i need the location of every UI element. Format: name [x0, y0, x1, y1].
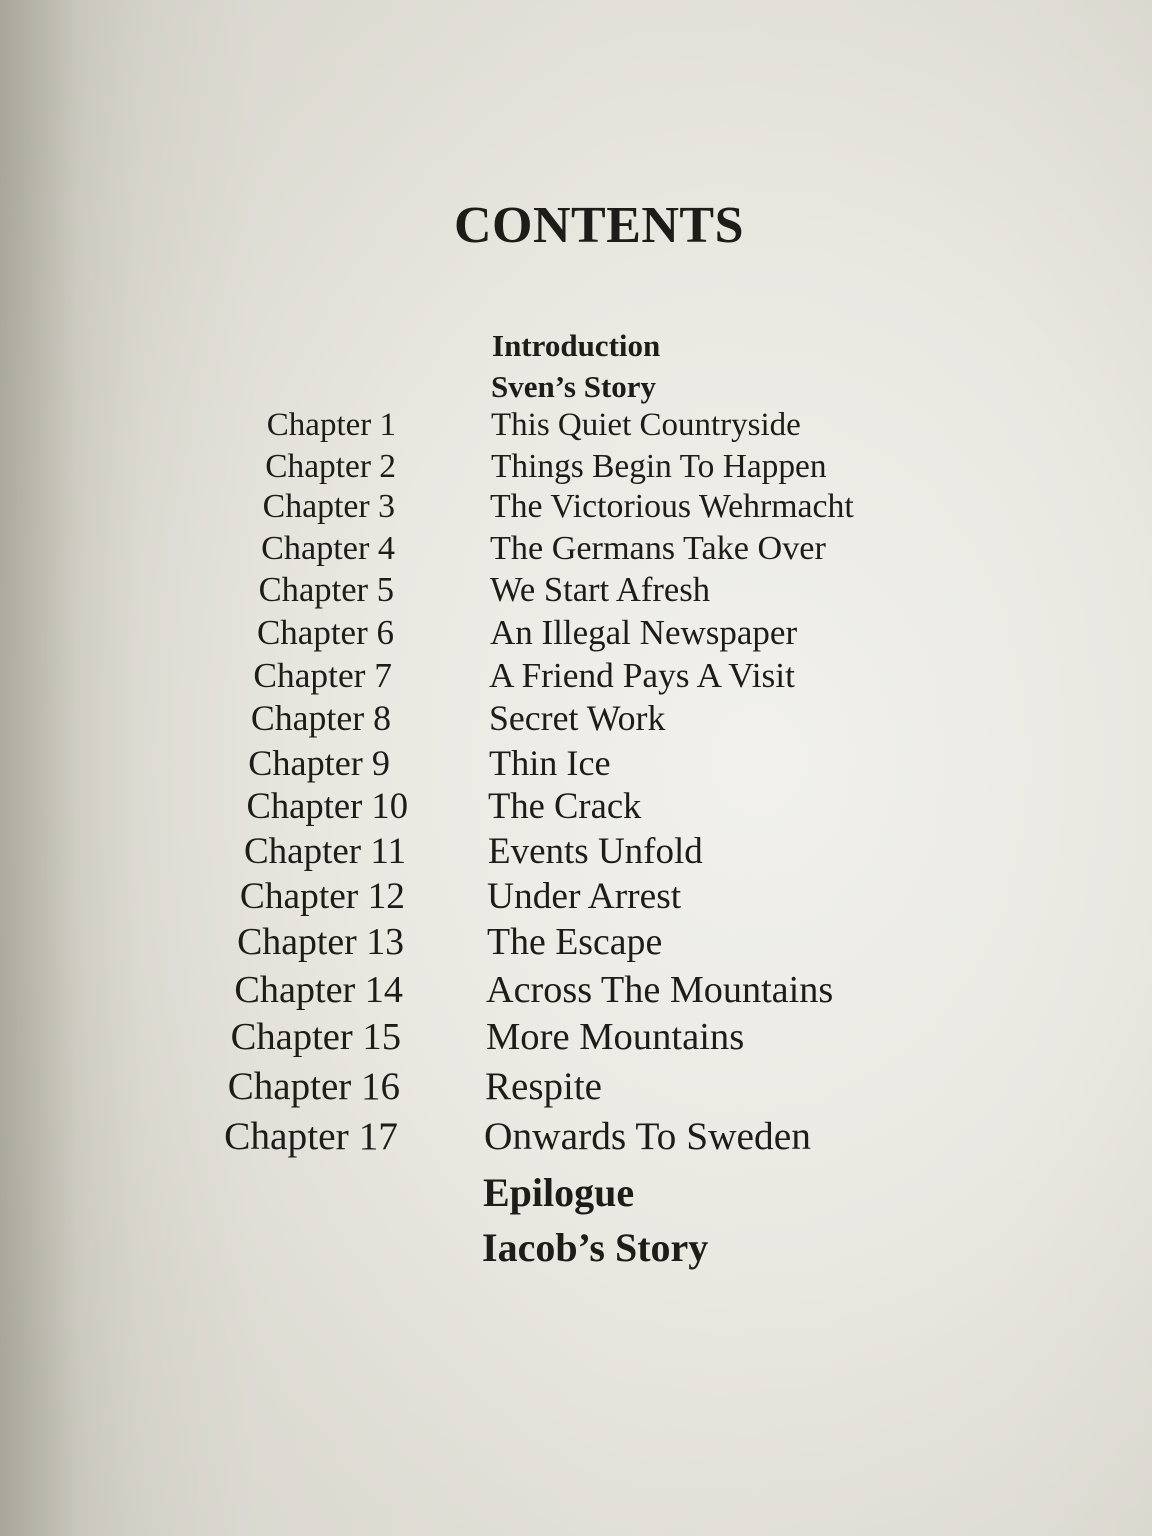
- chapter-entry: [0, 698, 1152, 739]
- chapter-entry: [0, 1016, 1152, 1059]
- chapter-title: This Quiet Countryside: [491, 407, 801, 443]
- chapter-title: Onwards To Sweden: [484, 1113, 811, 1158]
- chapter-number: Chapter 9: [248, 742, 390, 783]
- entry-title: Iacob’s Story: [482, 1225, 709, 1270]
- chapter-number: Chapter 8: [250, 698, 391, 739]
- chapter-entry: [0, 1113, 1152, 1158]
- chapter-title: Under Arrest: [487, 875, 682, 917]
- chapter-number: Chapter 3: [262, 488, 395, 526]
- chapter-number: Chapter 15: [230, 1016, 401, 1059]
- chapter-title: Across The Mountains: [486, 968, 834, 1011]
- chapter-title: A Friend Pays A Visit: [489, 654, 795, 695]
- back-matter-entry: [0, 1225, 1152, 1270]
- chapter-title: Respite: [485, 1065, 602, 1108]
- chapter-number: Chapter 14: [234, 968, 403, 1011]
- chapter-entry: [0, 488, 1152, 526]
- entry-title: Introduction: [492, 328, 661, 363]
- chapter-entry: [0, 831, 1152, 872]
- chapter-title: Secret Work: [489, 698, 666, 739]
- chapter-title: The Germans Take Over: [490, 529, 826, 567]
- chapter-number: Chapter 17: [224, 1113, 398, 1158]
- chapter-entry: [0, 742, 1152, 783]
- chapter-number: Chapter 7: [253, 654, 392, 695]
- chapter-title: The Crack: [488, 785, 642, 827]
- chapter-entry: [0, 613, 1152, 652]
- chapter-entry: [0, 407, 1152, 443]
- chapter-entry: [0, 785, 1152, 827]
- entry-title: Epilogue: [483, 1170, 635, 1215]
- chapter-title: The Escape: [487, 921, 663, 964]
- chapter-number: Chapter 2: [265, 447, 396, 485]
- chapter-title: Events Unfold: [488, 831, 703, 872]
- back-matter-entry: [0, 1170, 1152, 1215]
- chapter-entry: [0, 529, 1152, 567]
- chapter-title: More Mountains: [486, 1016, 745, 1059]
- chapter-number: Chapter 6: [256, 613, 394, 652]
- chapter-number: Chapter 16: [227, 1065, 400, 1108]
- chapter-entry: [0, 968, 1152, 1011]
- chapter-title: Thin Ice: [489, 742, 611, 783]
- entry-title: Sven’s Story: [491, 369, 657, 404]
- chapter-number: Chapter 1: [266, 407, 396, 443]
- front-matter-entry: [0, 328, 1152, 363]
- front-matter-entry: [0, 369, 1152, 404]
- chapter-number: Chapter 4: [261, 529, 395, 567]
- chapter-entry: [0, 875, 1152, 917]
- chapter-entry: [0, 654, 1152, 695]
- contents-heading: CONTENTS: [453, 197, 745, 254]
- chapter-number: Chapter 13: [237, 921, 404, 964]
- chapter-number: Chapter 10: [246, 785, 408, 827]
- chapter-title: Things Begin To Happen: [491, 447, 827, 485]
- chapter-entry: [0, 921, 1152, 964]
- chapter-number: Chapter 11: [243, 831, 406, 872]
- chapter-number: Chapter 5: [258, 571, 394, 610]
- chapter-title: An Illegal Newspaper: [490, 613, 798, 652]
- chapter-entry: [0, 1065, 1152, 1108]
- chapter-number: Chapter 12: [239, 875, 405, 917]
- chapter-entry: [0, 447, 1152, 485]
- chapter-entry: [0, 571, 1152, 610]
- chapter-title: We Start Afresh: [490, 571, 710, 610]
- chapter-title: The Victorious Wehrmacht: [490, 488, 854, 526]
